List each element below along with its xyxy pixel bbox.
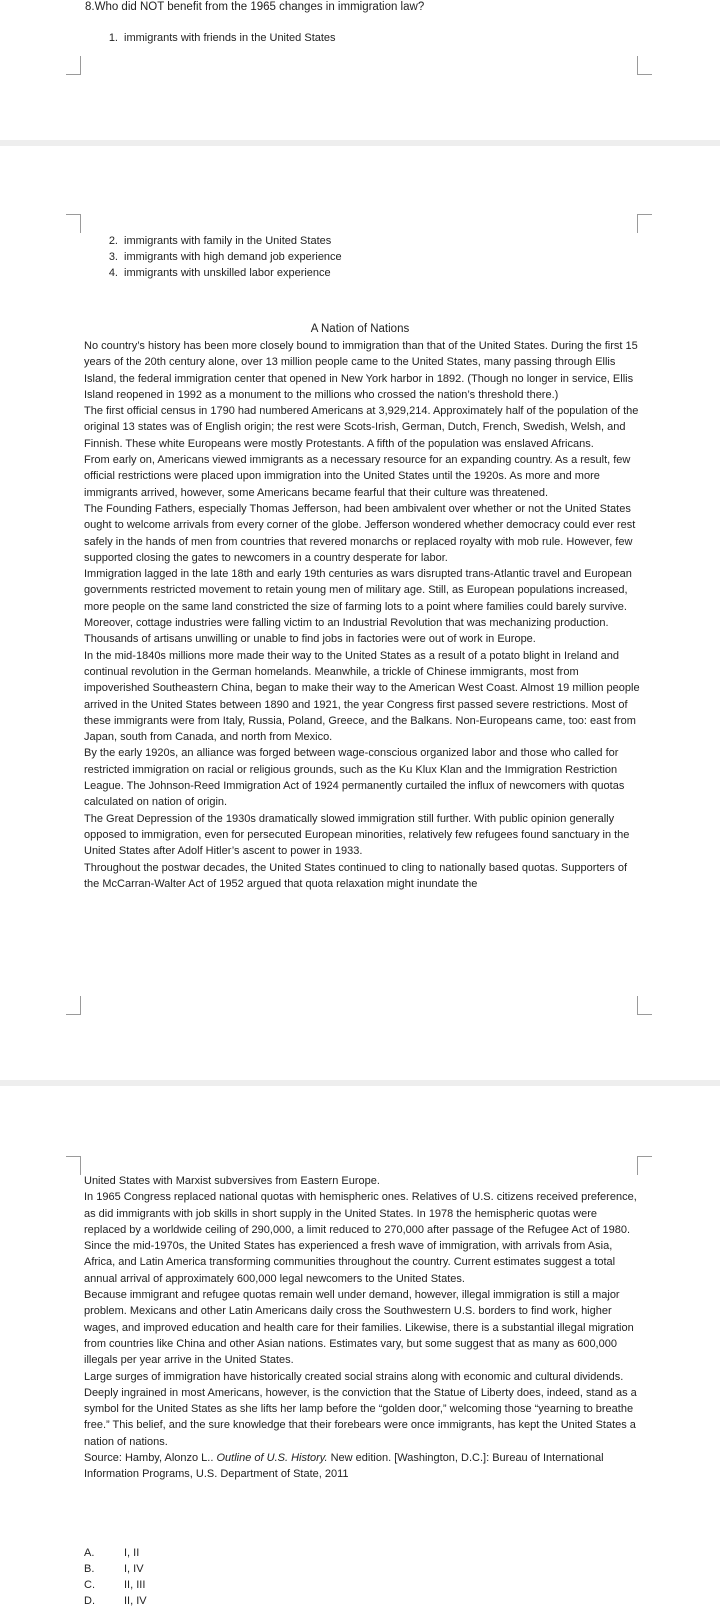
page-corner-mark <box>637 214 652 233</box>
article-paragraph: In 1965 Congress replaced national quotas with hemispheric ones. Relatives of U.S. citizens received preference, as did immigrants with job skills in short supply in the United States. In 1978 the hemispheric quotas were replaced by a worldwide ceiling of 290,000, a limit reduced to 270,000 after passage of the Refugee Act of 1980. <box>84 1191 637 1236</box>
answer-choices <box>84 1545 147 1609</box>
article-paragraph: Since the mid-1970s, the United States has experienced a fresh wave of immigration, with arrivals from Asia, Africa, and Latin America transforming communities throughout the country. Current estimates suggest a total annual arrival of approximately 600,000 legal newcomers to the United States. <box>84 1240 616 1285</box>
option-text: immigrants with high demand job experience <box>124 251 342 263</box>
article-paragraph: Throughout the postwar decades, the United States continued to cling to nationally based quotas. Supporters of the McCarran-Walter Act of 1952 argued that quota relaxation might inundate the <box>84 861 628 890</box>
source-prefix: Source: Hamby, Alonzo L.. <box>84 1452 217 1465</box>
article-paragraph: The Founding Fathers, especially Thomas Jefferson, had been ambivalent over whether or not the United States ought to welcome arrivals from every corner of the globe. Jefferson wondered whether democracy could ever rest safely in the hands of men from countries that revered monarchs or replaced royalty with mob rule. However, few supported closing the gates to newcomers in a country desperate for labor. <box>84 502 636 564</box>
page-corner-mark <box>637 56 652 75</box>
option-text: immigrants with friends in the United States <box>124 32 336 44</box>
option-3 <box>98 249 342 265</box>
article-paragraph: Large surges of immigration have historically created social strains along with economic and cultural dividends. Deeply ingrained in most Americans, however, is the conviction that the Statue of Liberty does, indeed, stand as a symbol for the United States as she lifts her lamp before the “golden door,” welcoming those “yearning to breathe free.” This belief, and the sure knowledge that their forebears were once immigrants, has kept the United States a nation of nations. <box>84 1370 637 1448</box>
article-title: A Nation of Nations <box>310 323 410 335</box>
answer-letter: C. <box>84 1579 95 1591</box>
option-number: 1. <box>108 32 118 44</box>
answer-letter: D. <box>84 1595 95 1607</box>
page-1 <box>0 0 720 140</box>
answer-choice-d <box>84 1593 147 1609</box>
answer-choice-c <box>84 1577 147 1593</box>
page-corner-mark <box>66 214 81 233</box>
answer-text: I, IV <box>124 1563 144 1575</box>
article-paragraph: From early on, Americans viewed immigrants as a necessary resource for an expanding country. As a result, few official restrictions were placed upon immigration into the United States until the 1920s. As more and more immigrants arrived, however, some Americans became fearful that their culture was threatened. <box>84 454 631 499</box>
option-2 <box>98 233 331 249</box>
source-title: Outline of U.S. History. <box>216 1452 328 1465</box>
article-paragraph: The Great Depression of the 1930s dramatically slowed immigration still further. With public opinion generally opposed to immigration, even for persecuted European minorities, relatively few refugees found sanctuary in the United States after Adolf Hitler’s ascent to power in 1933. <box>84 812 630 858</box>
article-body-page-2 <box>84 338 640 892</box>
article-paragraph: Immigration lagged in the late 18th and early 19th centuries as wars disrupted trans-Atlantic travel and European governments restricted movement to retain young men of military age. Still, as European populations increased, more people on the same land constricted the size of farming lots to a point where families could barely survive. Moreover, cottage industries were falling victim to an Industrial Revolution that was mechanizing production. Thousands of artisans unwilling or unable to find jobs in factories were out of work in Europe. <box>84 568 632 646</box>
option-text: immigrants with unskilled labor experience <box>124 267 331 279</box>
article-paragraph: No country’s history has been more closely bound to immigration than that of the United States. During the first 15 years of the 20th century alone, over 13 million people came to the United States, many passing through Ellis Island, the federal immigration center that opened in New York harbor in 1892. (Though no longer in service, Ellis Island reopened in 1992 as a monument to the millions who crossed the nation’s threshold there.) <box>84 340 638 401</box>
answer-letter: B. <box>84 1563 95 1575</box>
option-1 <box>98 30 336 46</box>
question-text: 8.Who did NOT benefit from the 1965 changes in immigration law? <box>85 1 425 13</box>
option-number: 3. <box>108 251 118 263</box>
answer-choice-a <box>84 1545 147 1561</box>
option-number: 4. <box>108 267 118 279</box>
article-paragraph: In the mid-1840s millions more made their way to the United States as a result of a potato blight in Ireland and continual revolution in the German homelands. Meanwhile, a trickle of Chinese immigrants, most from impoverished Southeastern China, began to make their way to the American West Coast. Almost 19 million people arrived in the United States between 1890 and 1921, the year Congress first passed severe restrictions. Most of these immigrants were from Italy, Russia, Poland, Greece, and the Balkans. Non-Europeans came, too: east from Japan, south from Canada, and north from Mexico. <box>84 649 640 744</box>
article-paragraph: The first official census in 1790 had numbered Americans at 3,929,214. Approximately half of the population of the original 13 states was of English origin; the rest were Scots-Irish, German, Dutch, French, Swedish, Welsh, and Finnish. These white Europeans were mostly Protestants. A fifth of the population was enslaved Africans. <box>84 405 639 450</box>
option-number: 2. <box>108 235 118 247</box>
article-paragraph: Because immigrant and refugee quotas remain well under demand, however, illegal immigration is still a major problem. Mexicans and other Latin Americans daily cross the Southwestern U.S. borders to find work, higher wages, and improved education and health care for their families. Likewise, there is a substantial illegal migration from countries like China and other Asian nations. Estimates vary, but some suggest that as many as 600,000 illegals per year arrive in the United States. <box>84 1289 634 1367</box>
source-suffix: New edition. [Washington, D.C.]: Bureau of International Information Programs, U.S. Department of State, 2011 <box>84 1452 604 1481</box>
option-text: immigrants with family in the United States <box>124 235 332 247</box>
option-4 <box>98 265 331 281</box>
article-source <box>84 1450 640 1483</box>
page-corner-mark <box>66 996 81 1015</box>
page-corner-mark <box>637 996 652 1015</box>
answer-text: I, II <box>124 1547 140 1559</box>
page-corner-mark <box>66 1156 81 1175</box>
article-body-page-3 <box>84 1173 640 1483</box>
answer-text: II, IV <box>124 1595 147 1607</box>
answer-choice-b <box>84 1561 147 1577</box>
article-paragraph: United States with Marxist subversives from Eastern Europe. <box>84 1175 380 1187</box>
article-paragraph: By the early 1920s, an alliance was forged between wage-conscious organized labor and those who called for restricted immigration on racial or religious grounds, such as the Ku Klux Klan and the Immigration Restriction League. The Johnson-Reed Immigration Act of 1924 permanently curtailed the influx of newcomers with quotas calculated on nation of origin. <box>84 747 625 809</box>
answer-text: II, III <box>124 1579 146 1591</box>
page-corner-mark <box>66 56 81 75</box>
answer-letter: A. <box>84 1547 95 1559</box>
